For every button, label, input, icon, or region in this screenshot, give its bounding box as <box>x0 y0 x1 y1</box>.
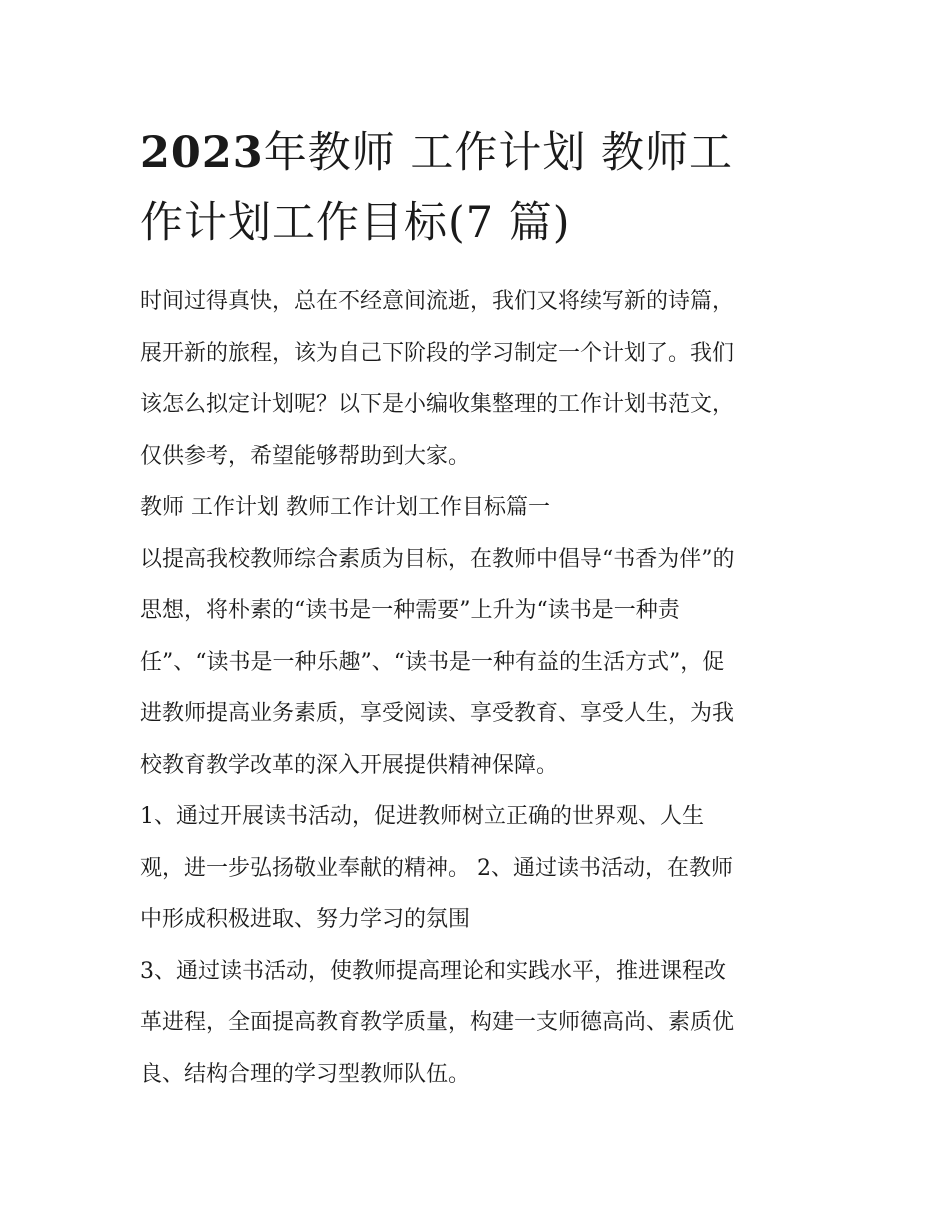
title-year: 2023 <box>140 128 264 178</box>
list-item-line: 革进程，全面提高教育教学质量，构建一支师德高尚、素质优 <box>140 1010 735 1035</box>
document-title <box>140 118 820 258</box>
body-line: 校教育教学改革的深入开展提供精神保障。 <box>140 752 559 778</box>
list-item-line: 中形成积极进取、努力学习的氛围 <box>140 907 471 932</box>
body-line: 展开新的旅程，该为自己下阶段的学习制定一个计划了。我们 <box>140 340 735 366</box>
list-item-line: 1、通过开展读书活动，促进教师树立正确的世界观、人生 <box>140 804 704 829</box>
section-heading: 教师 工作计划 教师工作计划工作目标篇一 <box>140 495 550 520</box>
title-text: 年教师 工作计划 教师工 <box>263 128 734 178</box>
body-line: 仅供参考，希望能够帮助到大家。 <box>140 443 471 469</box>
body-line: 时间过得真快，总在不经意间流逝，我们又将续写新的诗篇， <box>140 289 735 314</box>
body-line: 进教师提高业务素质，享受阅读、享受教育、享受人生，为我 <box>140 701 735 726</box>
body-line: 以提高我校教师综合素质为目标，在教师中倡导“书香为伴”的 <box>140 546 735 572</box>
body-line: 思想，将朴素的“读书是一种需要”上升为“读书是一种责 <box>140 598 680 623</box>
document-body <box>140 276 820 1100</box>
body-line: 该怎么拟定计划呢？以下是小编收集整理的工作计划书范文， <box>140 392 735 417</box>
list-item-line: 3、通过读书活动，使教师提高理论和实践水平，推进课程改 <box>140 958 726 984</box>
title-line: 作计划工作目标(7 篇) <box>140 198 571 248</box>
title-line <box>140 118 820 188</box>
list-item-line: 观，进一步弘扬敬业奉献的精神。 2、通过读书活动，在教师 <box>140 855 733 881</box>
list-item-line: 良、结构合理的学习型教师队伍。 <box>140 1061 471 1087</box>
body-line: 任”、“读书是一种乐趣”、“读书是一种有益的生活方式”，促 <box>140 649 725 675</box>
